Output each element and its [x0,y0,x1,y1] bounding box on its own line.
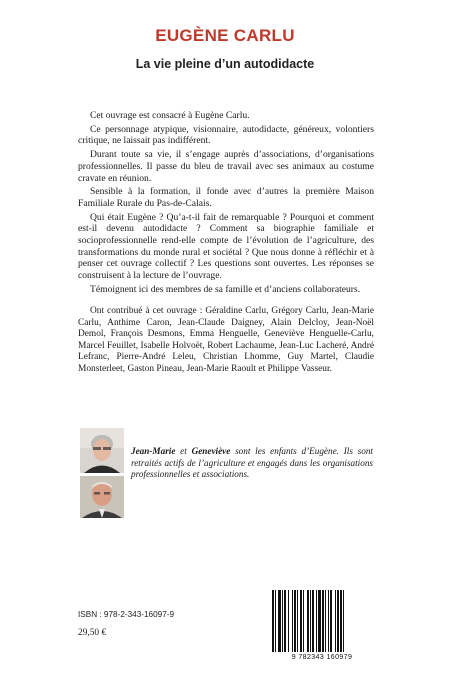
blurb-paragraph: Cet ouvrage est consacré à Eugène Carlu. [90,110,250,121]
authors-connector: et [175,446,192,456]
barcode-icon [270,590,374,654]
contributors-list: Ont contribué à cet ouvrage : Géraldine Carlu, Grégory Carlu, Jean-Marie Carlu, Anthime Caron, Jean-Claude Daigney, Alain Delcloy, Jean-Noël Demol, François Desmons, Emma Henguelle, Geneviève Henguelle-Carlu, Marcel Feuillet, Isabelle Holvoët, Robert Lachaume, Jean-Luc Lacheré, André Lefranc, Pierre-André Leleu, Christian Lhomme, Guy Martel, Claudie Monsterleet, Gaston Pineau, Jean-Marie Raoult et Philippe Vasseur. [78,306,374,374]
portrait-woman-icon [80,428,124,473]
portrait-photo-man [80,476,124,518]
portrait-photo-woman [80,428,124,473]
blurb-paragraph: Ce personnage atypique, visionnaire, autodidacte, généreux, volontiers critique, ne laissait pas indifférent. [78,123,374,147]
blurb [78,110,374,298]
book-subtitle: La vie pleine d’un autodidacte [135,57,315,71]
blurb-paragraph: Durant toute sa vie, il s’engage auprès d’associations, d’organisations professionnelles. Il passe du bleu de travail avec ses animaux au costume cravate en réunion. [78,149,374,184]
author-name-1: Jean-Marie [131,446,176,456]
isbn-text: ISBN : 978-2-343-16097-9 [78,610,175,619]
price-text: 29,50 € [78,628,107,638]
blurb-paragraph: Sensible à la formation, il fonde avec d’autres la première Maison Familiale Rurale du Pas-de-Calais. [78,186,374,209]
portrait-man-icon [80,476,124,518]
blurb-paragraph: Témoignent ici des membres de sa famille et d’anciens collaborateurs. [90,283,361,295]
authors-note [131,446,373,481]
authors-note-text: sont les enfants d’Eugène. Ils sont retraités actifs de l’agriculture et engagés dans les organisations professionnelles et associations. [131,446,373,480]
barcode-number: 9 782343 160979 [291,654,353,661]
author-name-2: Geneviève [191,446,231,456]
author-title: EUGÈNE CARLU [155,26,295,45]
blurb-paragraph: Qui était Eugène ? Qu’a-t-il fait de remarquable ? Pourquoi et comment est-il devenu autodidacte ? Comment sa biographie familiale et socioprofessionnelle rend-elle compte de l’évolution de l’agriculture, des transformations du monde rural et sociétal ? Que nous donne à réfléchir et à penser cet ouvrage collectif ? Les questions sont ouvertes. Les réponses se construisent à la lecture de l’ouvrage. [78,211,374,282]
